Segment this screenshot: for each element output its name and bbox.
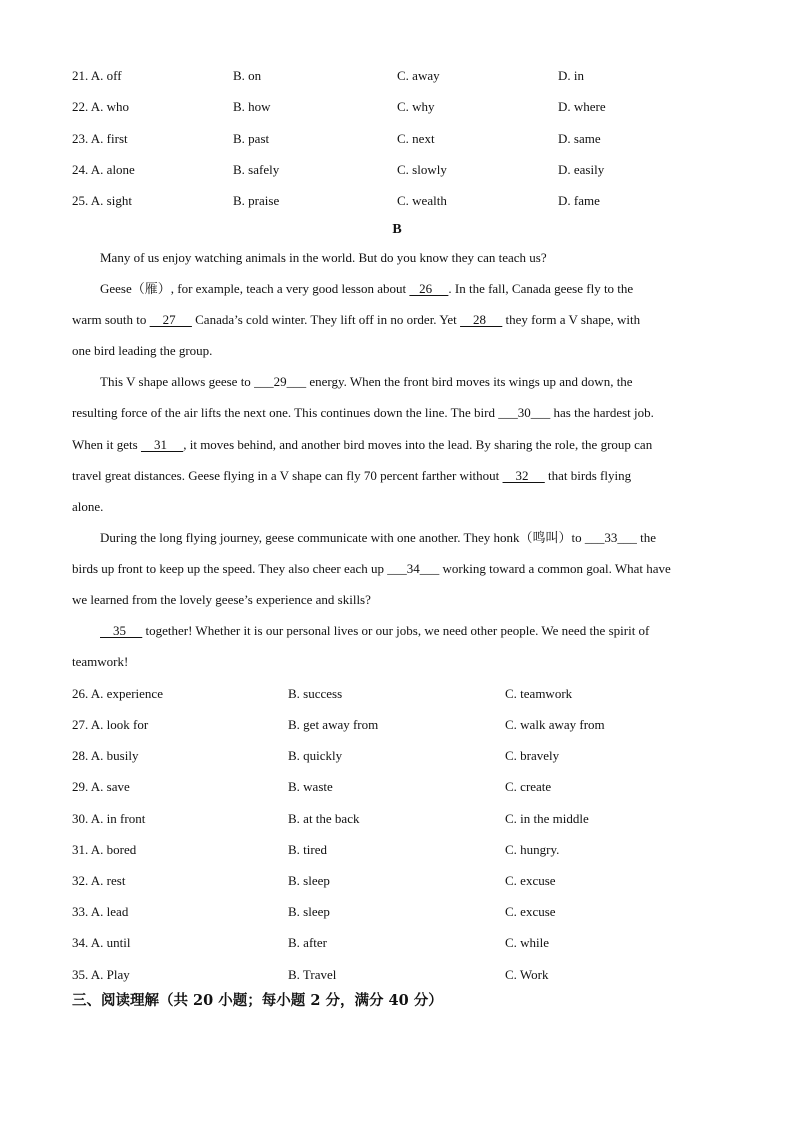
option-c: C. in the middle [505,811,589,826]
option-c: C. excuse [505,873,556,888]
passage-text: travel great distances. Geese flying in a V shape can fly 70 percent farther without [72,467,503,483]
option-a: 27. A. look for [72,717,149,732]
option-a: 26. A. experience [72,686,163,701]
option-a: 29. A. save [72,779,130,794]
passage-text: Canada’s cold winter. They lift off in no order. Yet [191,312,461,328]
paragraph-4-line [72,553,720,584]
paragraph-2-line [72,335,720,366]
passage-text: Many of us enjoy watching animals in the world. But do you know they can teach us? [100,250,547,265]
option-c: C. why [397,99,435,114]
option-b: B. success [288,686,343,701]
option-c: C. Work [505,967,549,982]
passage-text: During the long flying journey, geese communicate with one another. They honk（鸣叫）to [100,529,585,545]
passage-text: alone. [72,498,104,514]
option-b: B. past [233,131,270,146]
blank-32: 32 [502,467,545,483]
blank-27: 27 [149,312,192,328]
blank-26: 26 [409,281,449,297]
blank-30: ___30___ [498,405,551,421]
section-title: B [392,222,402,237]
paragraph-4-line [72,584,720,615]
passage-text: resulting force of the air lifts the next one. This continues down the line. The bird [72,405,499,421]
option-a: 34. A. until [72,935,131,950]
passage-text: that birds flying [544,467,632,483]
option-c: C. next [397,131,435,146]
passage-text: working toward a common goal. What have [439,560,671,576]
option-c: C. slowly [397,162,447,177]
option-a: 31. A. bored [72,842,137,857]
option-d: D. where [558,99,606,114]
option-c: C. bravely [505,748,560,763]
option-c: C. away [397,68,440,83]
option-c: C. walk away from [505,717,605,732]
passage-text: , it moves behind, and another bird moves into the lead. By sharing the role, the group can [183,436,653,452]
option-a: 32. A. rest [72,873,126,888]
option-d: D. same [558,131,601,146]
option-d: D. in [558,68,584,83]
paragraph-4-line [72,522,720,553]
paragraph-2-line [72,304,720,335]
blank-34: ___34___ [387,560,440,576]
paragraph-3-line [72,397,720,428]
option-b: B. praise [233,193,280,208]
passage-text: we learned from the lovely geese’s experience and skills? [72,592,371,608]
blank-33: ___33___ [584,529,637,545]
passage-text: energy. When the front bird moves its wings up and down, the [306,374,633,390]
paragraph-1 [72,242,720,273]
option-b: B. on [233,68,262,83]
paragraph-3-line [72,429,720,460]
blank-28: 28 [460,312,503,328]
section-heading: 三、阅读理解（共 20 小题；每小题 2 分，满分 40 分） [72,992,443,1009]
option-a: 25. A. sight [72,193,132,208]
passage-text: When it gets [72,436,141,452]
blank-31: 31 [140,436,184,452]
passage-text: together! Whether it is our personal lives or our jobs, we need other people. We need the spirit of [142,623,650,639]
option-b: B. sleep [288,873,330,888]
option-a: 28. A. busily [72,748,139,763]
passage-text: This V shape allows geese to [100,374,255,390]
option-b: B. get away from [288,717,379,732]
passage-text: they form a V shape, with [502,312,641,328]
passage-text: one bird leading the group. [72,343,213,359]
option-a: 24. A. alone [72,162,135,177]
option-d: D. fame [558,193,600,208]
option-a: 22. A. who [72,99,130,114]
option-d: D. easily [558,162,605,177]
option-c: C. while [505,935,550,950]
passage-text: birds up front to keep up the speed. They also cheer each up [72,560,388,576]
option-b: B. tired [288,842,327,857]
option-a: 23. A. first [72,131,128,146]
paragraph-3-line [72,366,720,397]
passage-text: warm south to [72,312,150,328]
option-a: 35. A. Play [72,967,130,982]
passage-text: teamwork! [72,654,129,670]
blank-35: 35 [100,623,143,639]
option-b: B. quickly [288,748,343,763]
passage-text: . In the fall, Canada geese fly to the [448,281,634,297]
option-a: 30. A. in front [72,811,146,826]
paragraph-5-line [72,615,720,646]
option-b: B. sleep [288,904,330,919]
paragraph-3-line [72,460,720,491]
option-c: C. hungry. [505,842,560,857]
passage-text: has the hardest job. [550,405,654,421]
option-b: B. at the back [288,811,360,826]
passage [72,242,720,677]
option-c: C. teamwork [505,686,573,701]
option-b: B. Travel [288,967,337,982]
option-b: B. waste [288,779,333,794]
option-a: 21. A. off [72,68,122,83]
option-c: C. create [505,779,552,794]
paragraph-2-line [72,273,720,304]
blank-29: ___29___ [254,374,307,390]
paragraph-5-line [72,646,720,677]
option-c: C. wealth [397,193,447,208]
option-a: 33. A. lead [72,904,129,919]
option-b: B. how [233,99,271,114]
option-b: B. after [288,935,327,950]
paragraph-3-line [72,491,720,522]
option-c: C. excuse [505,904,556,919]
option-b: B. safely [233,162,280,177]
passage-text: Geese（雁）, for example, teach a very good lesson about [100,281,410,297]
passage-text: the [636,529,657,545]
